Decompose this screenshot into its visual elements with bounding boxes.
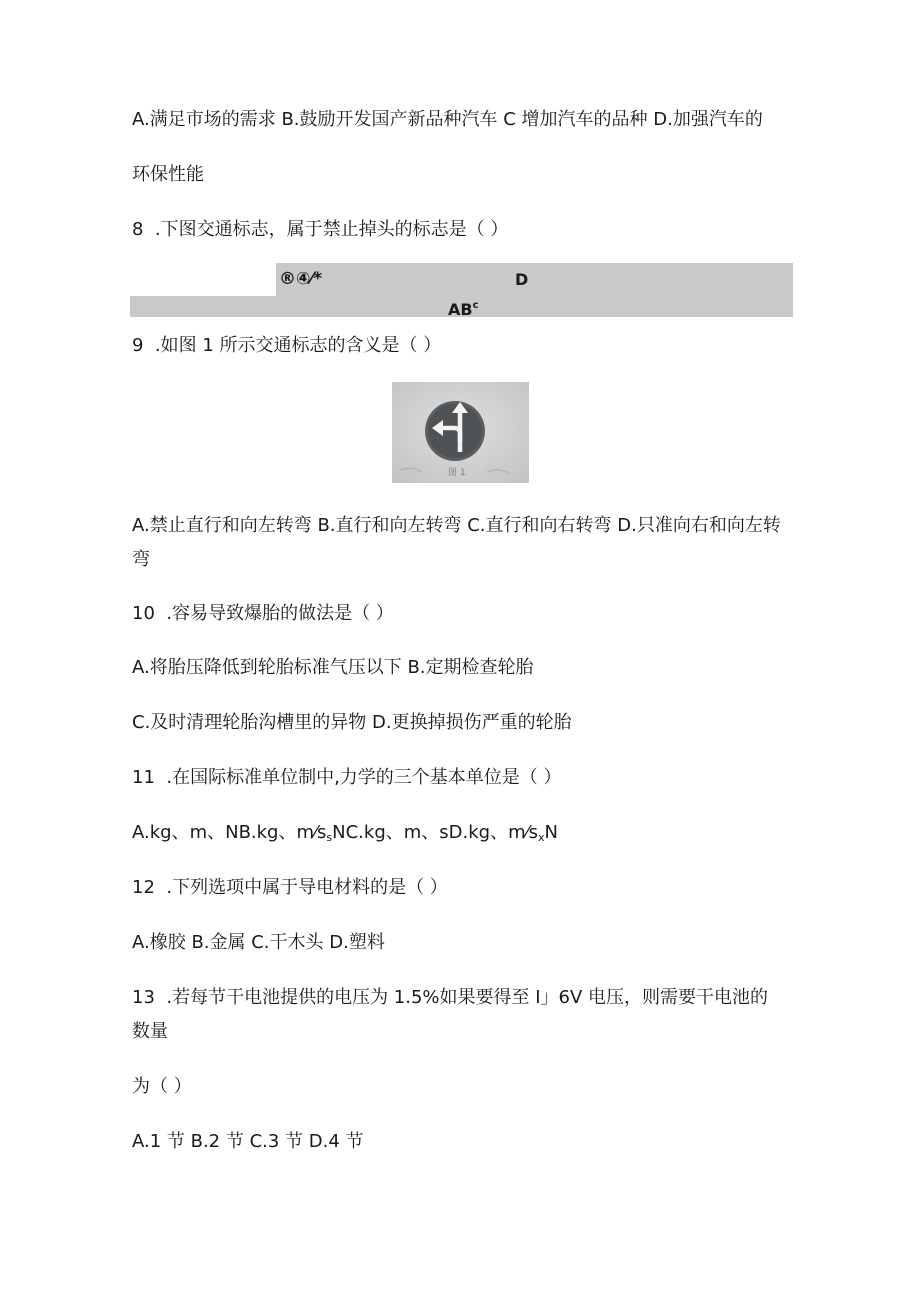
question-13-options: A.1 节 B.2 节 C.3 节 D.4 节: [132, 1131, 364, 1152]
figure-caption: 图 1: [448, 468, 466, 478]
q11-opt-part1: A.kg、m、NB.kg、m⁄s: [132, 822, 327, 843]
q11-opt-sub2: x: [538, 831, 545, 844]
q7-options-line1: A.满足市场的需求 B.鼓励开发国产新品种汽车 C 增加汽车的品种 D.加强汽车的: [132, 109, 763, 130]
signs-bar-d-label: D: [515, 270, 529, 289]
q11-opt-part2: NC.kg、m、sD.kg、m⁄s: [332, 822, 539, 843]
traffic-sign-figure: [392, 382, 529, 483]
question-12: 12 .下列选项中属于导电材料的是（ ）: [132, 877, 448, 898]
question-9-options-line1: A.禁止直行和向左转弯 B.直行和向左转弯 C.直行和向右转弯 D.只准向右和向左转: [132, 515, 781, 536]
q7-options-line2: 环保性能: [132, 164, 204, 185]
question-11-options: [132, 821, 558, 850]
question-9: 9 .如图 1 所示交通标志的含义是（ ）: [132, 335, 442, 356]
signs-bar-top-text: ®④⁄*: [279, 269, 323, 289]
q11-opt-part3: N: [544, 822, 558, 843]
question-12-options: A.橡胶 B.金属 C.干木头 D.塑料: [132, 932, 385, 953]
question-13-line2: 数量: [132, 1021, 168, 1042]
question-9-options-line2: 弯: [132, 549, 150, 570]
abc-sup: c: [472, 300, 479, 311]
question-10: 10 .容易导致爆胎的做法是（ ）: [132, 603, 394, 624]
question-10-options-line1: A.将胎压降低到轮胎标准气压以下 B.定期检查轮胎: [132, 657, 534, 678]
question-10-options-line2: C.及时清理轮胎沟槽里的异物 D.更换掉损伤严重的轮胎: [132, 712, 572, 733]
go-straight-or-turn-left-sign-icon: [425, 401, 485, 461]
abc-main: AB: [448, 300, 473, 319]
question-13: 13 .若每节干电池提供的电压为 1.5%如果要得至 I」6V 电压，则需要干电池的: [132, 987, 769, 1008]
q11-opt-sub1: s: [326, 831, 333, 844]
question-11: 11 .在国际标准单位制中,力学的三个基本单位是（ ）: [132, 767, 562, 788]
signs-bar-abc-label: [448, 296, 479, 320]
signs-bar-top: [276, 263, 793, 296]
question-8: 8 .下图交通标志，属于禁止掉头的标志是（ ）: [132, 219, 509, 240]
question-13-line3: 为（ ）: [132, 1076, 192, 1097]
